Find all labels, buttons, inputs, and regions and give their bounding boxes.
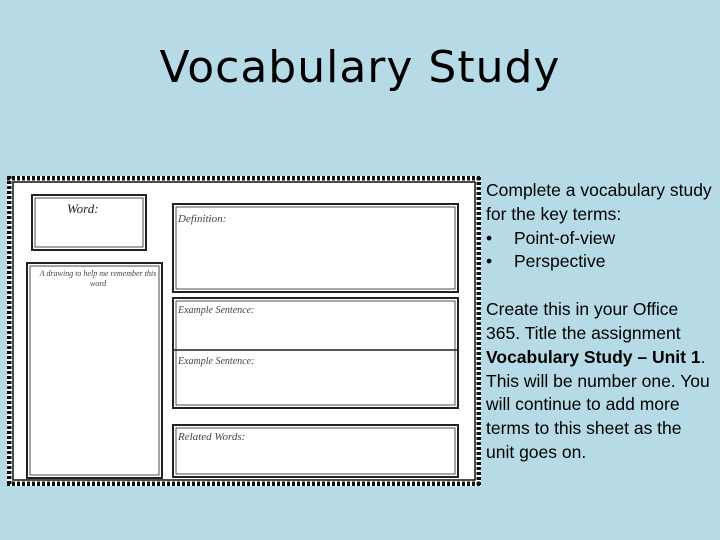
assignment-text: . This will be number one. You will continue to add more terms to this sheet as the unit goes on.	[486, 346, 710, 462]
example-sentence-label: Example Sentence:	[178, 356, 255, 367]
assignment-text: Create this in your Office 365. Title the assignment	[486, 299, 681, 343]
bullet-icon: •	[486, 227, 493, 248]
key-term: Point-of-view	[514, 227, 616, 248]
bullet-icon: •	[486, 251, 493, 272]
drawing-box	[27, 263, 162, 478]
definition-label: Definition:	[178, 213, 227, 225]
instructions-text	[486, 179, 714, 465]
key-terms-list	[486, 227, 714, 275]
list-item	[486, 250, 714, 274]
instructions-assignment	[486, 298, 714, 465]
related-words-label: Related Words:	[178, 431, 246, 443]
list-item	[486, 227, 714, 251]
spacer	[486, 274, 714, 298]
instructions-intro: Complete a vocabulary study for the key terms:	[486, 180, 712, 224]
key-term: Perspective	[514, 251, 606, 272]
word-label: Word:	[67, 201, 99, 216]
drawing-label: A drawing to help me remember this word	[39, 269, 157, 288]
assignment-title: Vocabulary Study – Unit 1	[486, 346, 701, 367]
slide-title: Vocabulary Study	[159, 42, 561, 93]
vocabulary-worksheet-image	[7, 176, 481, 486]
example-sentence-label: Example Sentence:	[178, 305, 255, 316]
